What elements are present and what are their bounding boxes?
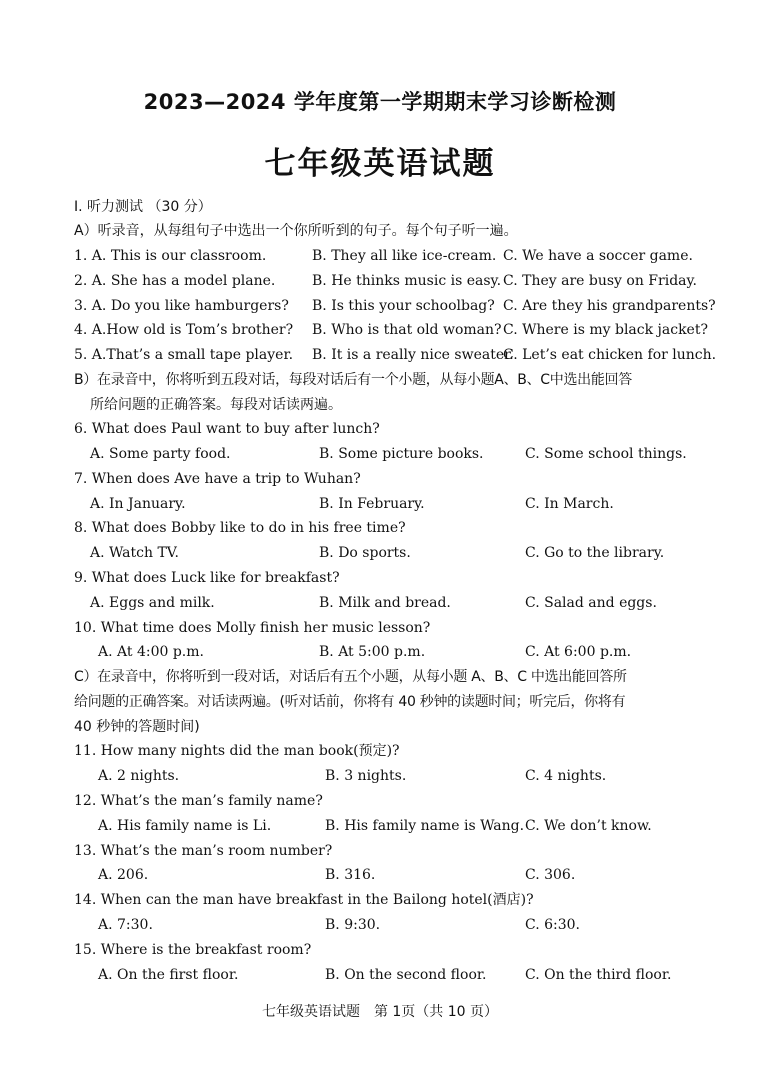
question-6-option-a: A. Some party food. bbox=[90, 446, 231, 462]
question-6: 6. What does Paul want to buy after lunch? bbox=[74, 421, 380, 437]
question-14-option-a: A. 7:30. bbox=[98, 917, 153, 933]
question-13-option-b: B. 316. bbox=[325, 867, 376, 883]
item-4-option-c: C. Where is my black jacket? bbox=[503, 322, 708, 338]
question-15: 15. Where is the breakfast room? bbox=[74, 942, 312, 958]
question-11-option-c: C. 4 nights. bbox=[525, 768, 607, 784]
item-2-option-a: 2. A. She has a model plane. bbox=[74, 273, 276, 289]
part-heading: I. 听力测试 （30 分） bbox=[74, 199, 212, 215]
question-8-option-a: A. Watch TV. bbox=[90, 545, 179, 561]
question-10-option-c: C. At 6:00 p.m. bbox=[525, 644, 632, 660]
section-c-instruction-line3: 40 秒钟的答题时间) bbox=[74, 719, 200, 735]
question-11-option-b: B. 3 nights. bbox=[325, 768, 407, 784]
question-14: 14. When can the man have breakfast in the Bailong hotel(酒店)? bbox=[74, 892, 534, 908]
question-13-option-c: C. 306. bbox=[525, 867, 576, 883]
item-5-option-a: 5. A.That’s a small tape player. bbox=[74, 347, 294, 363]
question-9-option-c: C. Salad and eggs. bbox=[525, 595, 657, 611]
item-3-option-b: B. Is this your schoolbag? bbox=[312, 298, 495, 314]
section-c-instruction-line1: C）在录音中，你将听到一段对话，对话后有五个小题，从每小题 A、B、C 中选出能回答所 bbox=[74, 669, 627, 685]
question-7-option-c: C. In March. bbox=[525, 496, 614, 512]
question-12-option-b: B. His family name is Wang. bbox=[325, 818, 525, 834]
question-14-option-c: C. 6:30. bbox=[525, 917, 581, 933]
question-8: 8. What does Bobby like to do in his free time? bbox=[74, 520, 406, 536]
question-6-option-c: C. Some school things. bbox=[525, 446, 687, 462]
item-1-option-b: B. They all like ice-cream. bbox=[312, 248, 497, 264]
question-13: 13. What’s the man’s room number? bbox=[74, 843, 333, 859]
question-9-option-a: A. Eggs and milk. bbox=[90, 595, 215, 611]
question-15-option-a: A. On the first floor. bbox=[98, 967, 239, 983]
item-2-option-b: B. He thinks music is easy. bbox=[312, 273, 502, 289]
item-1-option-c: C. We have a soccer game. bbox=[503, 248, 693, 264]
exam-subtitle: 七年级英语试题 bbox=[264, 146, 496, 182]
page-footer: 七年级英语试题 第 1页（共 10 页） bbox=[261, 1004, 499, 1020]
question-15-option-c: C. On the third floor. bbox=[525, 967, 672, 983]
question-9-option-b: B. Milk and bread. bbox=[319, 595, 451, 611]
question-14-option-b: B. 9:30. bbox=[325, 917, 381, 933]
question-11: 11. How many nights did the man book(预定)? bbox=[74, 743, 400, 759]
question-10: 10. What time does Molly finish her music lesson? bbox=[74, 620, 431, 636]
item-4-option-a: 4. A.How old is Tom’s brother? bbox=[74, 322, 294, 338]
item-5-option-c: C. Let’s eat chicken for lunch. bbox=[503, 347, 717, 363]
question-7-option-a: A. In January. bbox=[90, 496, 186, 512]
question-12-option-c: C. We don’t know. bbox=[525, 818, 652, 834]
question-10-option-a: A. At 4:00 p.m. bbox=[98, 644, 204, 660]
question-9: 9. What does Luck like for breakfast? bbox=[74, 570, 340, 586]
question-8-option-b: B. Do sports. bbox=[319, 545, 411, 561]
item-1-option-a: 1. A. This is our classroom. bbox=[74, 248, 267, 264]
question-7-option-b: B. In February. bbox=[319, 496, 425, 512]
question-13-option-a: A. 206. bbox=[98, 867, 149, 883]
item-5-option-b: B. It is a really nice sweater. bbox=[312, 347, 514, 363]
question-12-option-a: A. His family name is Li. bbox=[98, 818, 272, 834]
question-15-option-b: B. On the second floor. bbox=[325, 967, 487, 983]
question-10-option-b: B. At 5:00 p.m. bbox=[319, 644, 426, 660]
section-c-instruction-line2: 给问题的正确答案。对话读两遍。(听对话前，你将有 40 秒钟的读题时间；听完后，你将有 bbox=[74, 694, 626, 710]
question-12: 12. What’s the man’s family name? bbox=[74, 793, 323, 809]
section-b-instruction-line1: B）在录音中，你将听到五段对话，每段对话后有一个小题，从每小题A、B、C中选出能回答 bbox=[74, 372, 632, 388]
exam-title: 2023—2024 学年度第一学期期末学习诊断检测 bbox=[143, 90, 617, 114]
item-2-option-c: C. They are busy on Friday. bbox=[503, 273, 697, 289]
question-6-option-b: B. Some picture books. bbox=[319, 446, 484, 462]
question-11-option-a: A. 2 nights. bbox=[98, 768, 180, 784]
question-8-option-c: C. Go to the library. bbox=[525, 545, 665, 561]
item-3-option-c: C. Are they his grandparents? bbox=[503, 298, 716, 314]
item-3-option-a: 3. A. Do you like hamburgers? bbox=[74, 298, 289, 314]
section-b-instruction-line2: 所给问题的正确答案。每段对话读两遍。 bbox=[90, 397, 342, 413]
item-4-option-b: B. Who is that old woman? bbox=[312, 322, 502, 338]
section-a-instruction: A）听录音，从每组句子中选出一个你所听到的句子。每个句子听一遍。 bbox=[74, 223, 518, 239]
question-7: 7. When does Ave have a trip to Wuhan? bbox=[74, 471, 361, 487]
